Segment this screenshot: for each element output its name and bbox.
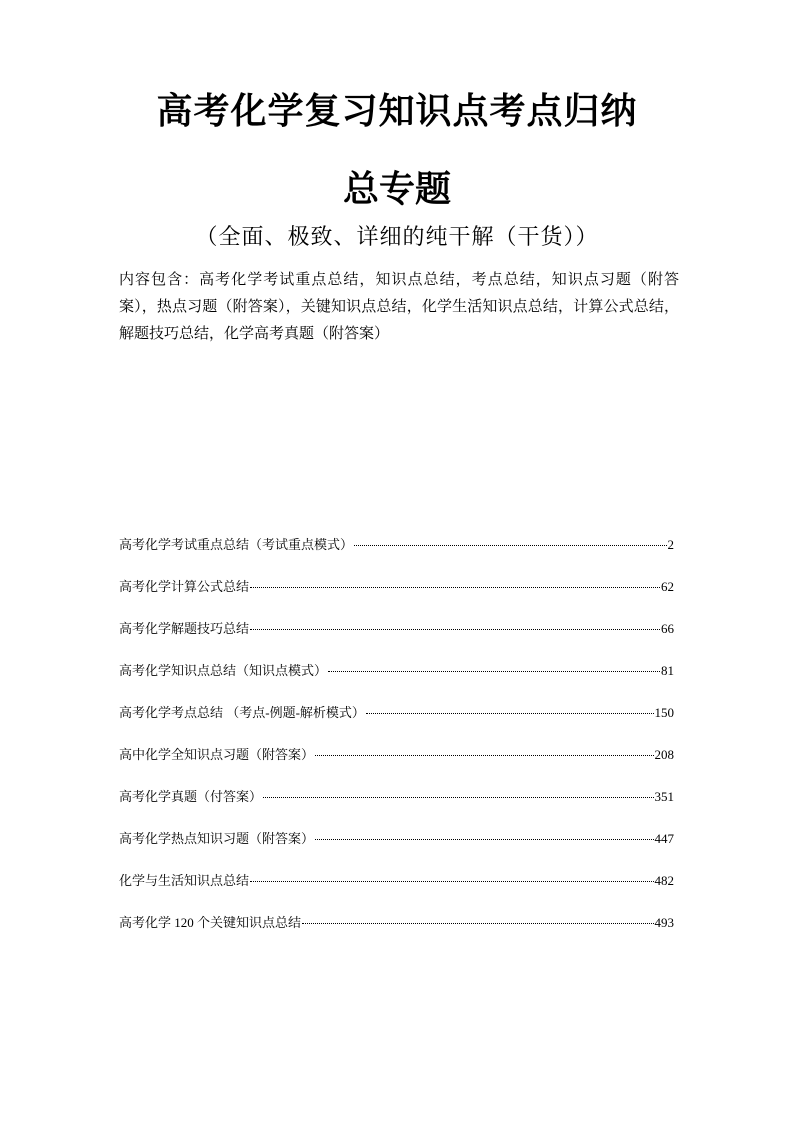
toc-entry-label: 高中化学全知识点习题（附答案）	[119, 747, 315, 762]
toc-entry-label: 高考化学真题（付答案）	[119, 789, 263, 804]
toc-dot-leader	[250, 880, 653, 882]
toc-dot-leader	[302, 922, 653, 924]
document-title-line-1: 高考化学复习知识点考点归纳	[156, 91, 638, 132]
toc-entry-label: 高考化学热点知识习题（附答案）	[119, 831, 315, 846]
toc-entry[interactable]	[119, 868, 674, 910]
contents-intro: 内容包含：高考化学考试重点总结，知识点总结，考点总结，知识点习题（附答案），热点习题（附答案），关键知识点总结，化学生活知识点总结，计算公式总结，解题技巧总结，化学高考真题（附答案）	[119, 270, 679, 342]
toc-entry-label: 化学与生活知识点总结	[119, 873, 250, 888]
toc-entry-page: 62	[661, 579, 674, 594]
toc-entry-page: 150	[654, 705, 674, 720]
toc-entry-label: 高考化学考试重点总结（考试重点模式）	[119, 537, 354, 552]
toc-dot-leader	[366, 712, 654, 714]
table-of-contents	[119, 532, 674, 952]
toc-entry-label: 高考化学计算公式总结	[119, 579, 250, 594]
toc-entry-page: 482	[654, 873, 674, 888]
toc-entry-page: 208	[654, 747, 674, 762]
toc-entry[interactable]	[119, 616, 674, 658]
toc-entry-label: 高考化学知识点总结（知识点模式）	[119, 663, 328, 678]
toc-entry[interactable]	[119, 826, 674, 868]
toc-dot-leader	[250, 628, 660, 630]
toc-entry-page: 81	[661, 663, 674, 678]
toc-entry-label: 高考化学解题技巧总结	[119, 621, 250, 636]
toc-entry-label: 高考化学考点总结 （考点-例题-解析模式）	[119, 705, 365, 720]
document-title-line-2: 总专题	[342, 169, 451, 210]
toc-entry-page: 66	[661, 621, 674, 636]
toc-entry-page: 447	[654, 831, 674, 846]
toc-entry[interactable]	[119, 658, 674, 700]
toc-dot-leader	[315, 754, 653, 756]
toc-entry-page: 351	[654, 789, 674, 804]
toc-dot-leader	[328, 670, 660, 672]
toc-entry-page: 2	[667, 537, 674, 552]
toc-entry[interactable]	[119, 910, 674, 952]
toc-entry[interactable]	[119, 700, 674, 742]
toc-entry[interactable]	[119, 574, 674, 616]
toc-entry-label: 高考化学 120 个关键知识点总结	[119, 915, 302, 930]
toc-dot-leader	[263, 796, 653, 798]
toc-entry[interactable]	[119, 532, 674, 574]
toc-entry[interactable]	[119, 742, 674, 784]
toc-dot-leader	[354, 544, 666, 546]
document-subtitle: （全面、极致、详细的纯干解（干货））	[195, 225, 599, 250]
toc-dot-leader	[315, 838, 653, 840]
toc-entry-page: 493	[654, 915, 674, 930]
toc-entry[interactable]	[119, 784, 674, 826]
toc-dot-leader	[250, 586, 660, 588]
